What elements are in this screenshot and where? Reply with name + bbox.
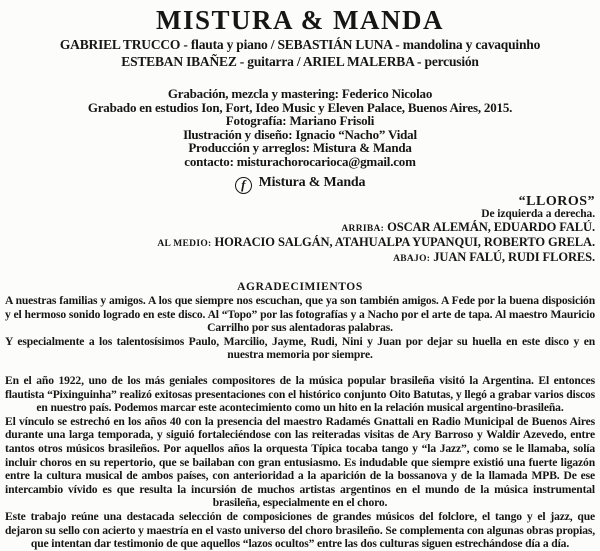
acknowledgements-section bbox=[5, 294, 595, 362]
caption-names: HORACIO SALGÁN, ATAHUALPA YUPANQUI, ROBERTO GRELA. bbox=[214, 235, 595, 249]
facebook-page-name: Mistura & Manda bbox=[258, 175, 366, 190]
caption-names: OSCAR ALEMÁN, EDUARDO FALÚ. bbox=[387, 220, 595, 234]
history-section bbox=[5, 374, 595, 551]
credit-recording: Grabación, mezcla y mastering: Federico Nicolao bbox=[167, 86, 433, 101]
caption-position-label: AL MEDIO: bbox=[157, 239, 212, 249]
caption-row-top bbox=[5, 221, 595, 236]
production-credits bbox=[5, 87, 595, 168]
photo-caption-title: “LLOROS” bbox=[518, 194, 595, 209]
facebook-icon: f bbox=[235, 177, 252, 194]
caption-position-label: ARRIBA: bbox=[341, 224, 385, 234]
credit-studios: Grabado en estudios Ion, Fort, Ideo Music y Eleven Palace, Buenos Aires, 2015. bbox=[87, 99, 513, 115]
photo-caption bbox=[5, 195, 595, 266]
history-paragraph-1: En el año 1922, uno de los más geniales compositores de la música popular brasileña visitó la Argentina. El entonces flautista “Pixinguinha” realizó exitosas presentaciones con el histórico conjunto Oito Batutas, y llegó a grabar varios discos en nuestro país. Podemos marcar este acontecimiento como un hito en la relación musical argentino-brasileña. bbox=[5, 373, 595, 415]
photo-caption-subtitle: De izquierda a derecha. bbox=[481, 208, 595, 220]
musicians-credits bbox=[5, 36, 595, 70]
acknowledgements-heading: AGRADECIMIENTOS bbox=[237, 281, 363, 293]
album-title: MISTURA & MANDA bbox=[156, 5, 444, 35]
history-paragraph-3: Este trabajo reúne una destacada selección de composiciones de grandes músicos del folclore, el tango y el jazz, que dejaron su sello con acierto y maestría en el vasto universo del choro brasileño. Se complementa con algunas obras propias, que intentan dar testimonio de que aquellos “lazos ocultos” entre las dos culturas siguen estrechándose día a día. bbox=[5, 509, 595, 551]
caption-position-label: ABAJO: bbox=[393, 254, 431, 264]
credit-contact-email: contacto: misturachorocarioca@gmail.com bbox=[184, 153, 416, 169]
facebook-line bbox=[5, 175, 595, 194]
caption-names: JUAN FALÚ, RUDI FLORES. bbox=[433, 250, 595, 264]
history-paragraph-2: El vínculo se estrechó en los años 40 con la presencia del maestro Radamés Gnattali en Radio Municipal de Buenos Aires durante una larga temporada, y siguió fortaleciéndose con las reiteradas visitas de Ary Barroso y Waldir Azevedo, entre tantos otros músicos brasileños. Por aquellos años la orquesta Típica tocaba tango y “la Jazz”, como se le llamaba, solía incluir choros en su repertorio, que se bailaban con gran entusiasmo. Es indudable que siempre existió una fuerte ligazón entre la cultura musical de ambos países, con anterioridad a la aparición de la bossanova y de la llamada MPB. De ese intercambio vívido es que resulta la incursión de muchos artistas argentinos en el mundo de la música instrumental brasileña, especialmente en el choro. bbox=[5, 414, 595, 510]
acknowledgements-paragraph-1: A nuestras familias y amigos. A los que siempre nos escuchan, que ya son también amigos. A Fede por la buena disposición y el hermoso sonido logrado en este disco. Al “Topo” por las fotografías y a Nacho por el arte de tapa. Al maestro Mauricio Carrilho por sus alentadoras palabras. bbox=[5, 294, 595, 335]
credit-photography: Fotografía: Mariano Frisoli bbox=[225, 113, 375, 128]
musicians-line-1: GABRIEL TRUCCO - flauta y piano / SEBASTIÁN LUNA - mandolina y cavaquinho bbox=[59, 37, 541, 52]
caption-row-bottom bbox=[5, 251, 595, 266]
acknowledgements-paragraph-2: Y especialmente a los talentosísimos Paulo, Marcilio, Jayme, Rudi, Nini y Juan por dejar su huella en este disco y en nuestra memoria por siempre. bbox=[5, 334, 595, 362]
credit-illustration: Ilustración y diseño: Ignacio “Nacho” Vidal bbox=[183, 126, 417, 142]
caption-row-middle bbox=[5, 236, 595, 251]
musicians-line-2: ESTEBAN IBAÑEZ - guitarra / ARIEL MALERBA - percusión bbox=[121, 54, 479, 69]
credit-production: Producción y arreglos: Mistura & Manda bbox=[188, 140, 412, 155]
